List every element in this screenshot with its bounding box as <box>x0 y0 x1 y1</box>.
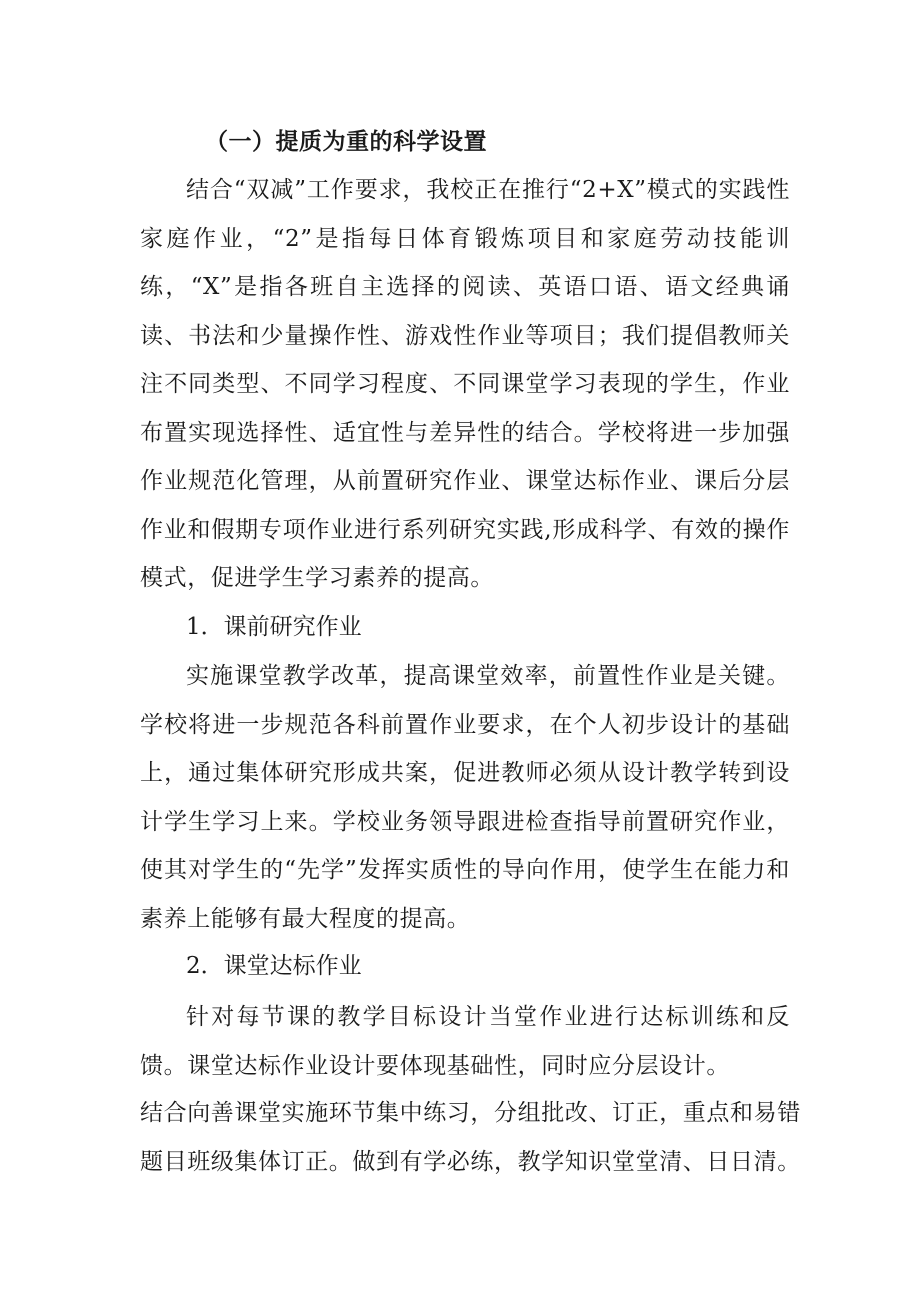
paragraph-pre-class-homework: 实施课堂教学改革，提高课堂效率，前置性作业是关键。学校将进一步规范各科前置作业要求，在个人初步设计的基础上，通过集体研究形成共案，促进教师必须从设计教学转到设计学生学习上来。学校业务领导跟进检查指导前置研究作业，使其对学生的“先学”发挥实质性的导向作用，使学生在能力和素养上能够有最大程度的提高。 <box>140 663 790 932</box>
text-line-practice: 结合向善课堂实施环节集中练习，分组批改、订正，重点和易错 <box>140 1100 801 1126</box>
subheading-pre-class-homework: 1．课前研究作业 <box>186 614 362 640</box>
text-line-correction: 题目班级集体订正。做到有学必练，教学知识堂堂清、日日清。 <box>140 1149 801 1175</box>
paragraph-in-class-homework: 针对每节课的教学目标设计当堂作业进行达标训练和反馈。课堂达标作业设计要体现基础性，同时应分层设计。 <box>140 1004 790 1079</box>
section-title: （一）提质为重的科学设置 <box>205 128 487 155</box>
subheading-in-class-homework: 2．课堂达标作业 <box>186 953 362 979</box>
paragraph-homework-model: 结合“双减”工作要求，我校正在推行“2+X”模式的实践性家庭作业，“2”是指每日体育锻炼项目和家庭劳动技能训练，“X”是指各班自主选择的阅读、英语口语、语文经典诵读、书法和少量操作性、游戏性作业等项目；我们提倡教师关注不同类型、不同学习程度、不同课堂学习表现的学生，作业布置实现选择性、适宜性与差异性的结合。学校将进一步加强作业规范化管理，从前置研究作业、课堂达标作业、课后分层作业和假期专项作业进行系列研究实践,形成科学、有效的操作模式，促进学生学习素养的提高。 <box>140 177 790 591</box>
